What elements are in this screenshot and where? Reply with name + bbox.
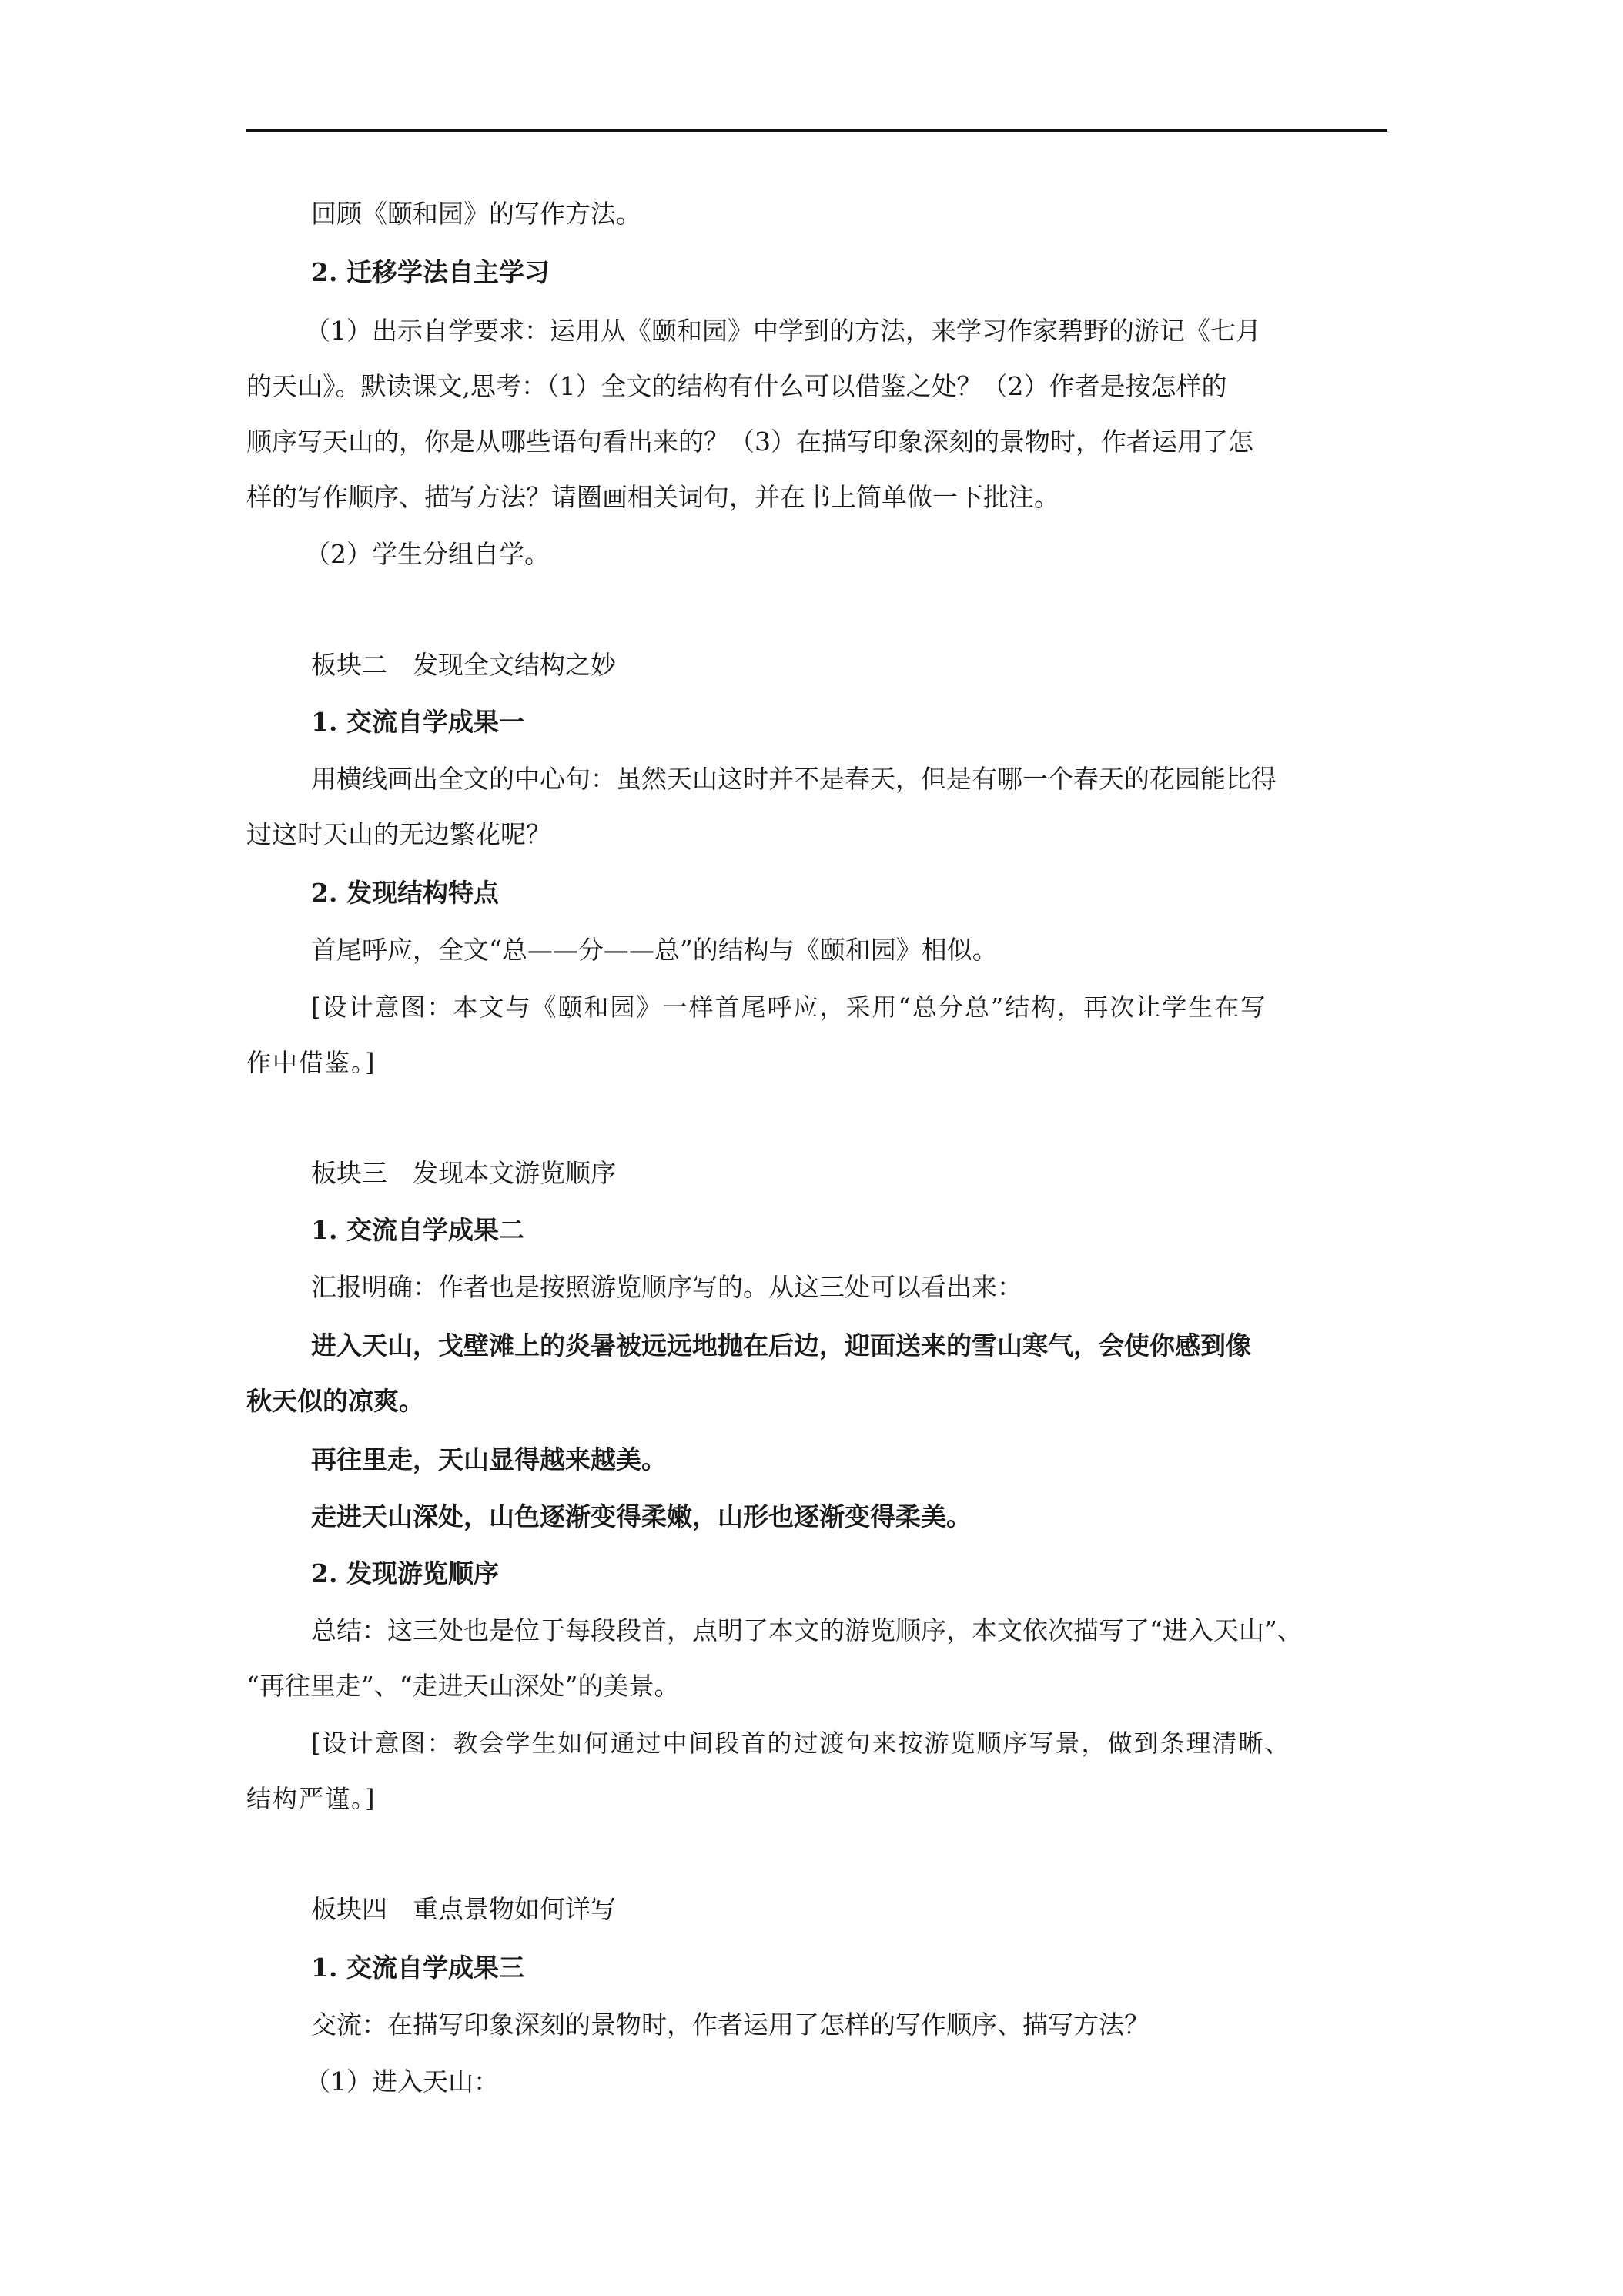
section-heading: 板块二 发现全文结构之妙 <box>311 650 616 680</box>
paragraph-line: “再往里走”、“走进天山深处”的美景。 <box>246 1671 680 1701</box>
paragraph-line: 顺序写天山的，你是从哪些语句看出来的？（3）在描写印象深刻的景物时，作者运用了怎 <box>246 427 1253 457</box>
section-subheading: 1. 交流自学成果三 <box>311 1953 524 1983</box>
paragraph-line: 的天山》。默读课文,思考：（1）全文的结构有什么可以借鉴之处？（2）作者是按怎样的 <box>246 371 1227 401</box>
section-subheading: 1. 交流自学成果一 <box>311 707 524 737</box>
quoted-sentence: 走进天山深处，山色逐渐变得柔嫩，山形也逐渐变得柔美。 <box>311 1501 972 1531</box>
paragraph-line: （1）出示自学要求：运用从《颐和园》中学到的方法，来学习作家碧野的游记《七月 <box>305 316 1261 346</box>
section-heading: 板块四 重点景物如何详写 <box>311 1894 616 1924</box>
section-heading: 板块三 发现本文游览顺序 <box>311 1158 616 1188</box>
header-rule <box>246 129 1387 132</box>
quoted-sentence: 进入天山，戈壁滩上的炎暑被远远地抛在后边，迎面送来的雪山寒气，会使你感到像 <box>311 1330 1251 1361</box>
paragraph-line: 用横线画出全文的中心句：虽然天山这时并不是春天，但是有哪一个春天的花园能比得 <box>311 764 1277 794</box>
paragraph-line: 回顾《颐和园》的写作方法。 <box>311 199 641 229</box>
quoted-sentence: 再往里走，天山显得越来越美。 <box>311 1444 667 1474</box>
paragraph-line: （2）学生分组自学。 <box>305 539 550 569</box>
paragraph-line: 交流：在描写印象深刻的景物时，作者运用了怎样的写作顺序、描写方法？ <box>311 2010 1149 2040</box>
section-subheading: 2. 迁移学法自主学习 <box>311 257 550 287</box>
section-subheading: 2. 发现结构特点 <box>311 878 499 908</box>
section-subheading: 2. 发现游览顺序 <box>311 1558 499 1588</box>
quoted-sentence: 秋天似的凉爽。 <box>246 1386 424 1416</box>
paragraph-line: 首尾呼应，全文“总——分——总”的结构与《颐和园》相似。 <box>311 935 998 965</box>
design-intent-note: [设计意图：本文与《颐和园》一样首尾呼应，采用“总分总”结构，再次让学生在写 <box>311 992 1267 1022</box>
paragraph-line: 过这时天山的无边繁花呢？ <box>246 819 551 849</box>
paragraph-line: 总结：这三处也是位于每段段首，点明了本文的游览顺序，本文依次描写了“进入天山”、 <box>311 1615 1303 1645</box>
paragraph-line: 汇报明确：作者也是按照游览顺序写的。从这三处可以看出来： <box>311 1272 1022 1302</box>
design-intent-note: [设计意图：教会学生如何通过中间段首的过渡句来按游览顺序写景，做到条理清晰、 <box>311 1729 1291 1758</box>
paragraph-line: 样的写作顺序、描写方法？请圈画相关词句，并在书上简单做一下批注。 <box>246 482 1059 512</box>
paragraph-line: （1）进入天山： <box>305 2067 499 2097</box>
design-intent-note: 结构严谨。] <box>246 1784 376 1813</box>
design-intent-note: 作中借鉴。] <box>246 1048 376 1077</box>
section-subheading: 1. 交流自学成果二 <box>311 1215 524 1245</box>
